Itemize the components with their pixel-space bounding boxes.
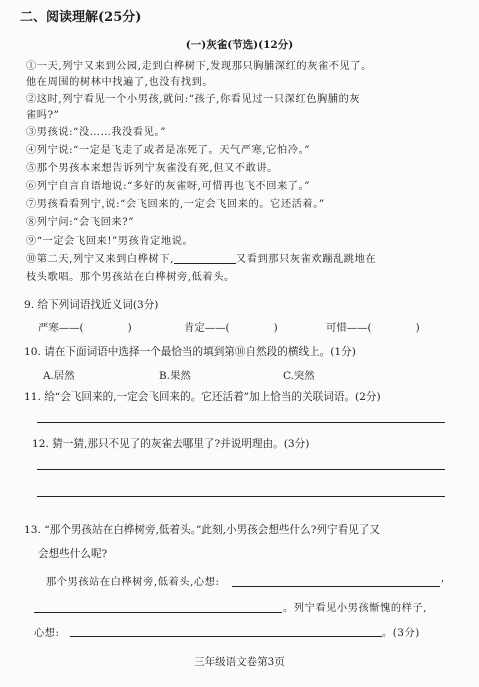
q10-option-c[interactable]: C.突然 <box>283 370 315 382</box>
q12-answer-line-1[interactable] <box>37 469 445 470</box>
q13-comma: , <box>441 573 445 584</box>
paragraph-10-line-2: 枝头歌唱。那个男孩站在白桦树旁,低着头。 <box>26 272 235 283</box>
paragraph-2-line-1: ②这时,列宁看见一个小男孩,就问:“孩子,你看见过一只深红色胸脯的灰 <box>26 94 361 105</box>
question-11: 11. 给“会飞回来的,一定会飞回来的。它还活着”加上恰当的关联词语。(2分) <box>24 391 381 403</box>
paragraph-10-start: ⑩第二天,列宁又来到白桦树下, <box>26 254 174 265</box>
question-12: 12. 猜一猜,那只不见了的灰雀去哪里了?并说明理由。(3分) <box>32 438 310 450</box>
question-9: 9. 给下列词语找近义词(3分) <box>24 299 159 311</box>
question-10: 10. 请在下面词语中选择一个最恰当的填到第⑩自然段的横线上。(1分) <box>24 346 356 358</box>
paragraph-7: ⑦男孩看看列宁,说:“会飞回来的,一定会飞回来的。它还活着。” <box>26 199 325 210</box>
paragraph-1-line-1: ①一天,列宁又来到公园,走到白桦树下,发现那只胸脯深红的灰雀不见了。 <box>26 61 372 72</box>
q9-word-2: 肯定——( ) <box>184 322 278 334</box>
paragraph-1-line-2: 他在周围的树林中找遍了,也没有找到。 <box>26 77 214 88</box>
paragraph-9: ⑨“一定会飞回来!”男孩肯定地说。 <box>26 236 194 247</box>
q9-word-1: 严寒——( ) <box>38 322 132 334</box>
passage-title: (一)灰雀(节选)(12分) <box>185 39 294 51</box>
question-13-line-5-end: 。(3分) <box>382 628 420 639</box>
question-13-line-5-start: 心想: <box>34 628 60 639</box>
q10-option-a[interactable]: A.居然 <box>43 370 75 382</box>
paragraph-10-line-1 <box>26 250 376 265</box>
paragraph-4: ④列宁说:“一定是飞走了或者是冻死了。天气严寒,它怕冷。” <box>26 145 311 156</box>
q9-word-3: 可惜——( ) <box>326 322 420 334</box>
q10-option-b[interactable]: B.果然 <box>159 370 191 382</box>
q13-answer-line-1[interactable] <box>232 586 440 587</box>
question-13-line-1: 13. “那个男孩站在白桦树旁,低着头。”此刻,小男孩会想些什么?列宁看见了又 <box>24 524 380 536</box>
q13-answer-line-3[interactable] <box>70 636 382 637</box>
paragraph-10-blank[interactable] <box>174 253 236 264</box>
page-footer: 三年级语文卷第3页 <box>194 656 285 668</box>
question-13-line-4-end: 。列宁看见小男孩惭愧的样子, <box>283 603 428 614</box>
question-13-line-3: 那个男孩站在白桦树旁,低着头,心想: <box>46 577 220 588</box>
q13-answer-line-2[interactable] <box>34 612 282 613</box>
paragraph-2-line-2: 雀吗?” <box>26 110 60 121</box>
paragraph-10-end: 又看到那只灰雀欢蹦乱跳地在 <box>235 254 377 265</box>
section-title: 二、阅读理解(25分) <box>20 10 142 25</box>
q12-answer-line-2[interactable] <box>37 496 445 497</box>
question-13-line-2: 会想些什么呢? <box>38 548 108 560</box>
paragraph-6: ⑥列宁自言自语地说:“多好的灰雀呀,可惜再也飞不回来了。” <box>26 181 311 192</box>
q11-answer-line[interactable] <box>37 422 445 423</box>
paragraph-8: ⑧列宁问:“会飞回来?” <box>26 217 135 228</box>
paragraph-3: ③男孩说:“没……我没看见。” <box>26 127 166 138</box>
paragraph-5: ⑤那个男孩本来想告诉列宁灰雀没有死,但又不敢讲。 <box>26 163 278 174</box>
